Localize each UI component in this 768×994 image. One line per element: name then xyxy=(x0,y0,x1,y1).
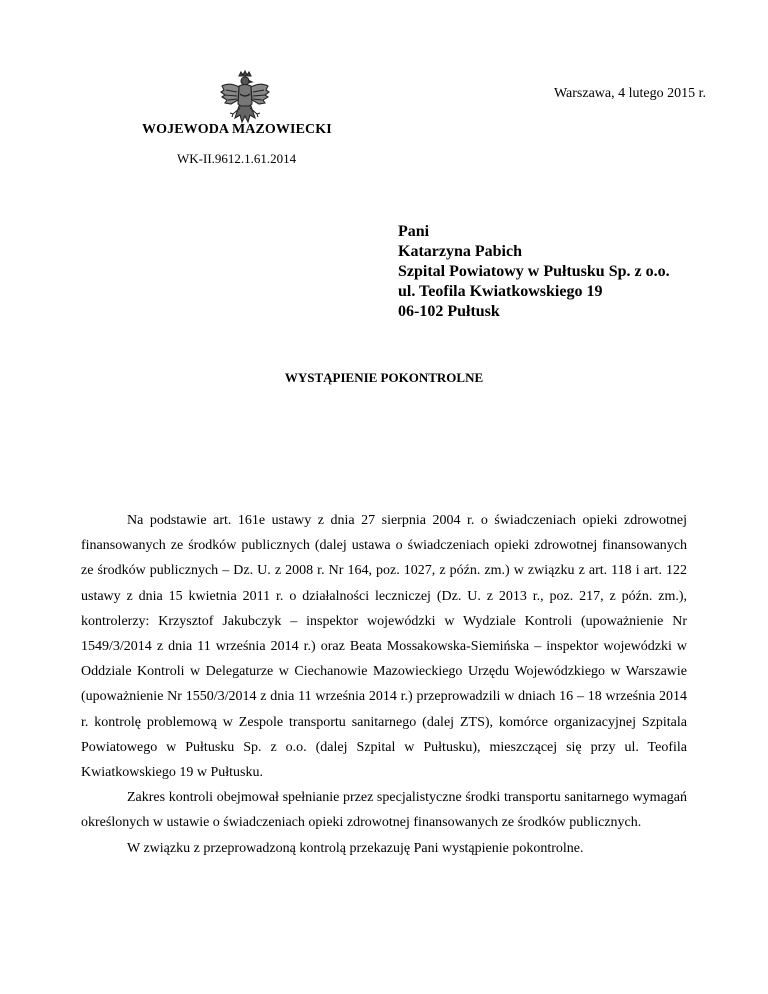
addressee-street: ul. Teofila Kwiatkowskiego 19 xyxy=(398,283,603,300)
document-title: WYSTĄPIENIE POKONTROLNE xyxy=(284,370,484,385)
body-paragraph: Zakres kontroli obejmował spełnianie przez specjalistyczne środki transportu sanitarnego wymagań określonych w ustawie o świadczeniach opieki zdrowotnej finansowanych ze środków publicznych. xyxy=(81,790,687,831)
body-paragraph: Na podstawie art. 161e ustawy z dnia 27 sierpnia 2004 r. o świadczeniach opieki zdrowotnej finansowanych ze środków publicznych (dalej ustawa o świadczeniach opieki zdrowotnej finansowanych ze środków publicznych – Dz. U. z 2008 r. Nr 164, poz. 1027, z późn. zm.) w związku z art. 118 i art. 122 ustawy z dnia 15 kwietnia 2011 r. o działalności leczniczej (Dz. U. z 2013 r., poz. 217, z późn. zm.), kontrolerzy: Krzysztof Jakubczyk – inspektor wojewódzki w Wydziale Kontroli (upoważnienie Nr 1549/3/2014 z dnia 11 września 2014 r.) oraz Beata Mossakowska-Siemińska – inspektor wojewódzki w Oddziale Kontroli w Delegaturze w Ciechanowie Mazowieckiego Urzędu Wojewódzkiego w Warszawie (upoważnienie Nr 1550/3/2014 z dnia 11 września 2014 r.) przeprowadzili w dniach 16 – 18 września 2014 r. kontrolę problemową w Zespole transportu sanitarnego (dalej ZTS), komórce organizacyjnej Szpitala Powiatowego w Pułtusku Sp. z o.o. (dalej Szpital w Pułtusku), mieszczącej się przy ul. Teofila Kwiatkowskiego 19 w Pułtusku. xyxy=(81,513,687,781)
document-body xyxy=(81,508,687,861)
addressee-organization: Szpital Powiatowy w Pułtusku Sp. z o.o. xyxy=(398,263,670,280)
addressee-block xyxy=(398,222,670,322)
addressee-city: 06-102 Pułtusk xyxy=(398,303,500,320)
issuing-authority: WOJEWODA MAZOWIECKI xyxy=(142,122,332,137)
addressee-salutation: Pani xyxy=(398,223,430,240)
document-date: Warszawa, 4 lutego 2015 r. xyxy=(553,86,706,101)
body-paragraph: W związku z przeprowadzoną kontrolą przekazuję Pani wystąpienie pokontrolne. xyxy=(127,840,584,856)
addressee-name: Katarzyna Pabich xyxy=(398,243,522,260)
reference-number: WK-II.9612.1.61.2014 xyxy=(177,151,297,166)
